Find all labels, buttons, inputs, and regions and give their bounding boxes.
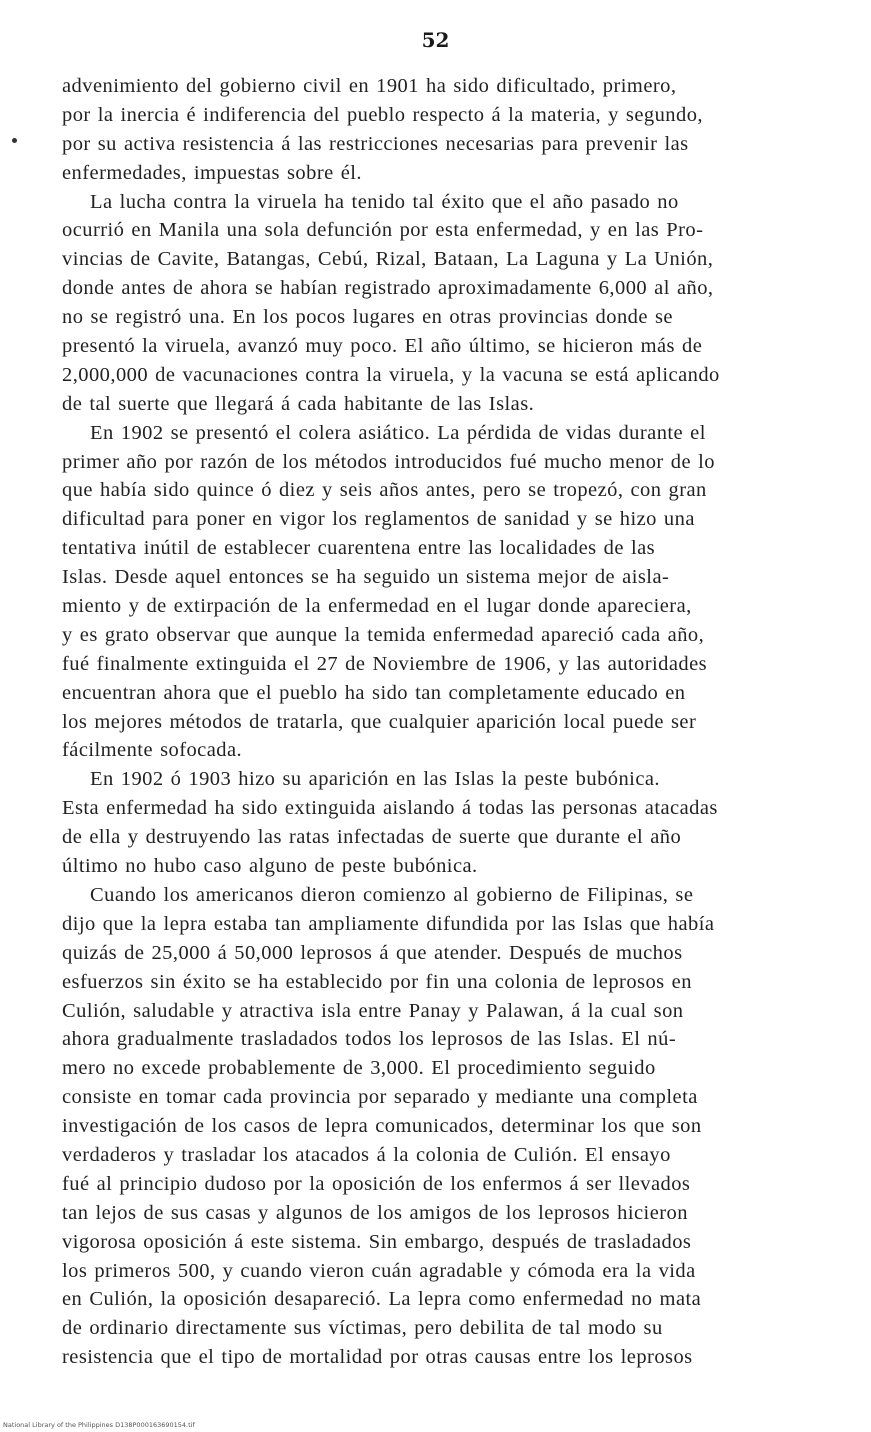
text-line: En 1902 ó 1903 hizo su aparición en las Islas la peste bubónica. [90,768,660,791]
text-line: verdaderos y trasladar los atacados á la colonia de Culión. El ensayo [62,1143,671,1166]
text-line: presentó la viruela, avanzó muy poco. El año último, se hicieron más de [62,335,703,358]
text-line: donde antes de ahora se habían registrado aproximadamente 6,000 al año, [62,277,714,300]
text-line: encuentran ahora que el pueblo ha sido tan completamente educado en [62,681,686,704]
text-line: consiste en tomar cada provincia por separado y mediante una completa [62,1086,698,1109]
text-line: En 1902 se presentó el colera asiático. La pérdida de vidas durante el [90,421,706,444]
text-line: dijo que la lepra estaba tan ampliamente difundida por las Islas que había [62,912,715,935]
text-line: y es grato observar que aunque la temida enfermedad apareció cada año, [62,623,705,646]
scan-footer: National Library of the Philippines D138P000163690154.tif [3,1421,195,1429]
text-line: investigación de los casos de lepra comunicados, determinar los que son [62,1115,702,1138]
text-line: Culión, saludable y atractiva isla entre Panay y Palawan, á la cual son [62,999,684,1022]
text-line: de tal suerte que llegará á cada habitante de las Islas. [62,392,535,415]
text-line: mero no excede probablemente de 3,000. El procedimiento seguido [62,1057,656,1080]
text-line: que había sido quince ó diez y seis años antes, pero se tropezó, con gran [62,479,707,502]
text-line: en Culión, la oposición desapareció. La lepra como enfermedad no mata [62,1288,702,1311]
text-line: resistencia que el tipo de mortalidad por otras causas entre los leprosos [62,1346,693,1369]
text-line: esfuerzos sin éxito se ha establecido por fin una colonia de leprosos en [62,970,692,993]
text-line: fácilmente sofocada. [62,739,243,762]
text-line: no se registró una. En los pocos lugares en otras provincias donde se [62,306,673,329]
text-line: advenimiento del gobierno civil en 1901 ha sido dificultado, primero, [62,75,677,97]
text-line: los mejores métodos de tratarla, que cualquier aparición local puede ser [62,710,697,733]
page-number: 52 [421,28,450,52]
text-line: Esta enfermedad ha sido extinguida aislando á todas las personas atacadas [62,797,718,820]
text-line: por la inercia é indiferencia del pueblo respecto á la materia, y segundo, [62,103,703,126]
text-line: 2,000,000 de vacunaciones contra la viruela, y la vacuna se está aplicando [62,363,720,386]
text-line: ahora gradualmente trasladados todos los leprosos de las Islas. El nú- [62,1028,677,1051]
text-line: de ordinario directamente sus víctimas, pero debilita de tal modo su [62,1317,663,1340]
text-line: ocurrió en Manila una sola defunción por esta enfermedad, y en las Pro- [62,219,704,242]
text-line: tan lejos de sus casas y algunos de los amigos de los leprosos hicieron [62,1201,688,1224]
text-line: vigorosa oposición á este sistema. Sin embargo, después de trasladados [62,1230,692,1253]
text-line: tentativa inútil de establecer cuarentena entre las localidades de las [62,537,656,560]
body-text [62,72,837,1372]
text-line: Islas. Desde aquel entonces se ha seguido un sistema mejor de aisla- [62,566,670,589]
text-line: Cuando los americanos dieron comienzo al gobierno de Filipinas, se [90,883,694,906]
text-line: por su activa resistencia á las restricciones necesarias para prevenir las [62,132,689,155]
text-line: quizás de 25,000 á 50,000 leprosos á que atender. Después de muchos [62,941,683,964]
text-line: fué al principio dudoso por la oposición de los enfermos á ser llevados [62,1172,691,1195]
text-line: de ella y destruyendo las ratas infectadas de suerte que durante el año [62,826,682,849]
text-line: vincias de Cavite, Batangas, Cebú, Rizal, Bataan, La Laguna y La Unión, [62,248,714,271]
text-line: fué finalmente extinguida el 27 de Noviembre de 1906, y las autoridades [62,652,708,675]
text-line: último no hubo caso alguno de peste bubónica. [62,855,478,878]
margin-mark [12,138,17,143]
text-line: dificultad para poner en vigor los reglamentos de sanidad y se hizo una [62,508,695,531]
text-line: La lucha contra la viruela ha tenido tal éxito que el año pasado no [90,190,679,213]
text-line: primer año por razón de los métodos introducidos fué mucho menor de lo [62,450,715,473]
text-line: miento y de extirpación de la enfermedad en el lugar donde apareciera, [62,595,692,618]
text-line: enfermedades, impuestas sobre él. [62,161,362,184]
text-line: los primeros 500, y cuando vieron cuán agradable y cómoda era la vida [62,1259,696,1282]
